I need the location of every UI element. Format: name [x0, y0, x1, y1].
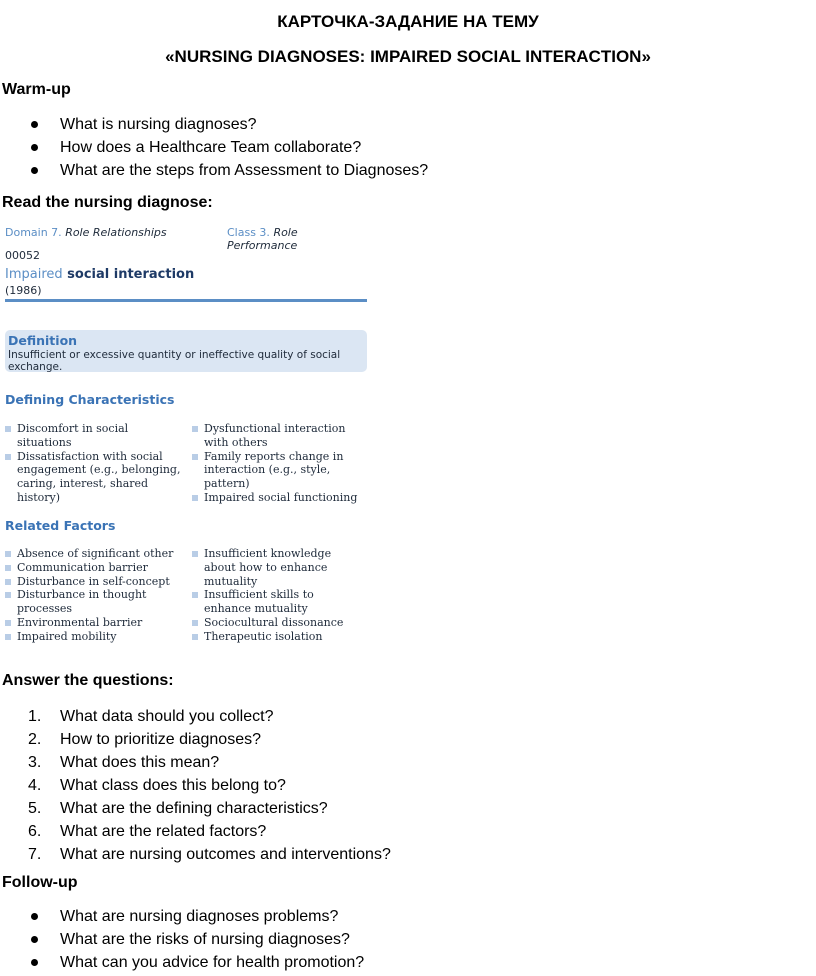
- diagnosis-year: (1986): [5, 284, 42, 297]
- question-number: 4.: [28, 777, 42, 794]
- question-item: [0, 705, 391, 728]
- domain-value: Role Relationships: [65, 226, 167, 239]
- question-item: [0, 843, 391, 866]
- defining-left-column: [5, 422, 185, 505]
- question-item: [0, 751, 391, 774]
- list-item: Discomfort in social situations: [5, 422, 185, 450]
- followup-list: [0, 905, 364, 974]
- question-number: 3.: [28, 754, 42, 771]
- warmup-list: [0, 113, 428, 182]
- definition-heading: Definition: [8, 333, 78, 348]
- list-item: Disturbance in self-concept: [5, 575, 185, 589]
- list-item: Insufficient knowledge about how to enhance mutuality: [192, 547, 364, 588]
- question-item: [0, 774, 391, 797]
- question-item: [0, 820, 391, 843]
- followup-item: What are nursing diagnoses problems?: [0, 905, 364, 928]
- followup-heading: Follow-up: [2, 874, 78, 891]
- question-number: 6.: [28, 823, 42, 840]
- question-text: What are the related factors?: [60, 823, 267, 840]
- defining-right-column: [192, 422, 364, 505]
- warmup-item: What are the steps from Assessment to Diagnoses?: [0, 159, 428, 182]
- definition-box: [5, 330, 367, 372]
- question-number: 2.: [28, 731, 42, 748]
- class-value: Role Performance: [227, 226, 298, 252]
- question-text: What data should you collect?: [60, 708, 274, 725]
- read-heading: Read the nursing diagnose:: [2, 194, 213, 211]
- domain-info: [5, 226, 167, 239]
- class-label: Class 3.: [227, 226, 270, 239]
- warmup-heading: Warm-up: [2, 81, 71, 98]
- related-right-column: [192, 547, 364, 644]
- list-item: Impaired mobility: [5, 630, 185, 644]
- followup-item: What are the risks of nursing diagnoses?: [0, 928, 364, 951]
- warmup-item: What is nursing diagnoses?: [0, 113, 428, 136]
- answer-heading: Answer the questions:: [2, 672, 174, 689]
- list-item: Impaired social functioning: [192, 491, 364, 505]
- defining-characteristics-heading: Defining Characteristics: [5, 392, 175, 407]
- definition-text: Insufficient or excessive quantity or ineffective quality of social exchange.: [8, 349, 341, 373]
- question-text: What are nursing outcomes and interventions?: [60, 846, 391, 863]
- related-factors-heading: Related Factors: [5, 518, 116, 533]
- diagnosis-name-part1: Impaired: [5, 267, 63, 282]
- question-number: 1.: [28, 708, 42, 725]
- domain-label: Domain 7.: [5, 226, 62, 239]
- list-item: Sociocultural dissonance: [192, 616, 364, 630]
- diagnosis-name-part2: social interaction: [67, 267, 195, 282]
- title-line-2: «NURSING DIAGNOSES: IMPAIRED SOCIAL INTERACTION»: [165, 47, 651, 66]
- class-info: [227, 226, 367, 252]
- warmup-item: How does a Healthcare Team collaborate?: [0, 136, 428, 159]
- question-item: [0, 728, 391, 751]
- question-text: What class does this belong to?: [60, 777, 286, 794]
- list-item: Therapeutic isolation: [192, 630, 364, 644]
- list-item: Dissatisfaction with social engagement (e.g., belonging, caring, interest, shared history): [5, 450, 185, 505]
- diagnosis-code: 00052: [5, 249, 40, 262]
- section-divider: [5, 299, 367, 302]
- question-text: What are the defining characteristics?: [60, 800, 328, 817]
- list-item: Communication barrier: [5, 561, 185, 575]
- question-text: How to prioritize diagnoses?: [60, 731, 261, 748]
- list-item: Absence of significant other: [5, 547, 185, 561]
- related-left-column: [5, 547, 185, 644]
- list-item: Environmental barrier: [5, 616, 185, 630]
- question-number: 7.: [28, 846, 42, 863]
- answer-list: [0, 705, 391, 866]
- list-item: Family reports change in interaction (e.g., style, pattern): [192, 450, 364, 491]
- question-item: [0, 797, 391, 820]
- list-item: Dysfunctional interaction with others: [192, 422, 364, 450]
- question-number: 5.: [28, 800, 42, 817]
- list-item: Disturbance in thought processes: [5, 588, 185, 616]
- followup-item: What can you advice for health promotion?: [0, 951, 364, 974]
- list-item: Insufficient skills to enhance mutuality: [192, 588, 364, 616]
- question-text: What does this mean?: [60, 754, 220, 771]
- diagnosis-name: [5, 267, 194, 282]
- title-line-1: КАРТОЧКА-ЗАДАНИЕ НА ТЕМУ: [277, 12, 539, 31]
